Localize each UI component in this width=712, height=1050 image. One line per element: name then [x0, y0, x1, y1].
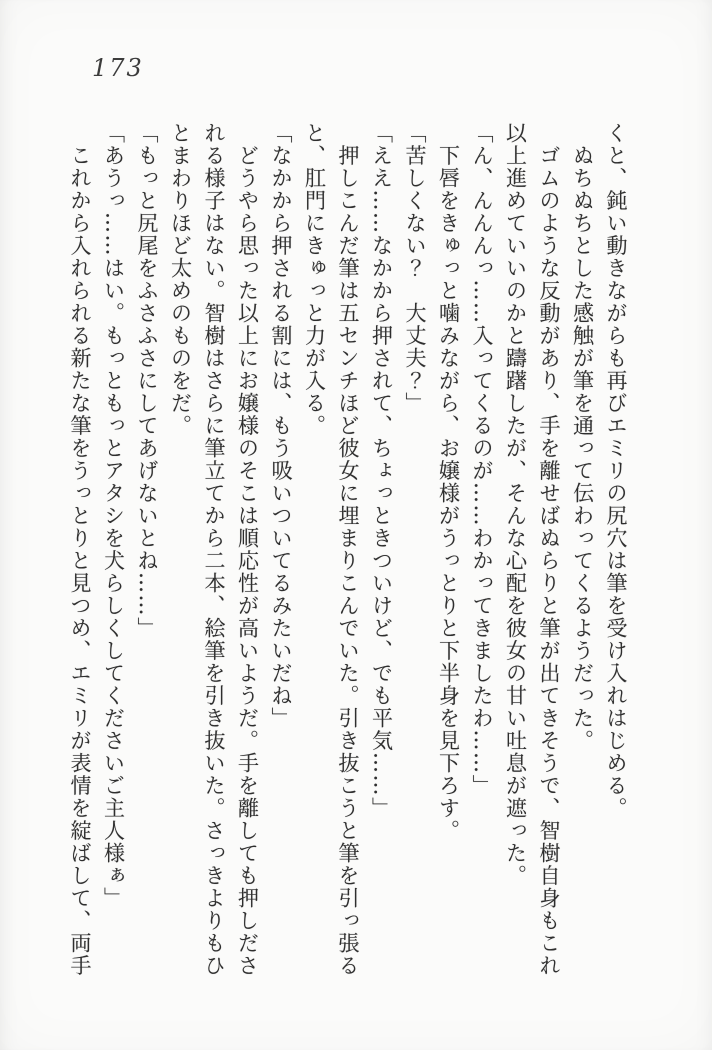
text-line: 以上進めていいのかと躊躇したが、そんな心配を彼女の甘い吐息が遮った。 — [503, 122, 528, 887]
text-line: ぬちぬちとした感触が筆を通って伝わってくるようだった。 — [570, 122, 595, 752]
text-block — [63, 122, 633, 980]
text-line: とまわりほど太めのものをだ。 — [168, 122, 193, 437]
text-line: 「なかから押される割には、もう吸いついてるみたいだね」 — [269, 122, 293, 730]
text-line: ゴムのような反動があり、手を離せばぬらりと筆が出てきそうで、智樹自身もこれ — [537, 122, 561, 977]
text-line: これから入れられる新たな筆をうっとりと見つめ、エミリが表情を綻ばして、両手 — [68, 122, 92, 977]
text-line: 「あうっ……はい。もっともっとアタシを犬らしくしてくださいご主人様ぁ」 — [101, 122, 126, 910]
text-line: 「苦しくない？ 大丈夫？」 — [403, 122, 427, 415]
text-line: 「ええ……なかから押されて、ちょっときついけど、でも平気……」 — [369, 122, 394, 820]
text-line: れる様子はない。智樹はさらに筆立てから二本、絵筆を引き抜いた。さっきよりもひ — [202, 122, 226, 977]
text-line: 「ん、んんんっ……入ってくるのが……わかってきましたわ……」 — [470, 122, 494, 797]
text-line: と、肛門にきゅっと力が入る。 — [302, 122, 327, 437]
text-line: 押しこんだ筆は五センチほど彼女に埋まりこんでいた。引き抜こうと筆を引っ張る — [336, 122, 360, 977]
text-line: 「もっと尻尾をふさふさにしてあげないとね……」 — [135, 122, 159, 640]
text-line: くと、鈍い動きながらも再びエミリの尻穴は筆を受け入れはじめる。 — [604, 122, 628, 820]
page-number: 173 — [92, 54, 144, 82]
text-line: 下唇をきゅっと噛みながら、お嬢様がうっとりと下半身を見下ろす。 — [436, 122, 461, 842]
text-line: どうやら思った以上にお嬢様のそこは順応性が高いようだ。手を離しても押しださ — [235, 122, 260, 977]
